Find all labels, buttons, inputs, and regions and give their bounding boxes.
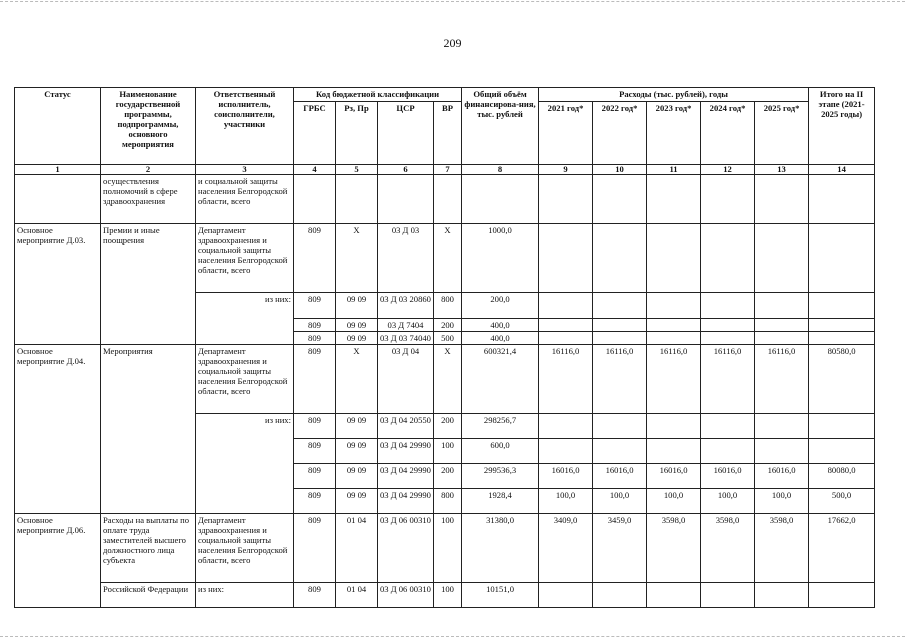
vr-cell: 100: [434, 439, 462, 464]
year-2021-cell: 100,0: [539, 489, 593, 514]
table-row: [15, 224, 875, 293]
csr-cell: 03 Д 04 29990: [378, 489, 434, 514]
grbs-cell: 809: [294, 332, 336, 345]
column-number: 12: [701, 165, 755, 175]
column-number: 13: [755, 165, 809, 175]
year-2025-cell: 3598,0: [755, 514, 809, 583]
vr-cell: 100: [434, 583, 462, 608]
vr-cell: 200: [434, 414, 462, 439]
year-2024-cell: 3598,0: [701, 514, 755, 583]
year-2023-cell: [647, 439, 701, 464]
column-number: 2: [101, 165, 196, 175]
responsible-cell: Департамент здравоохранения и социальной защиты населения Белгородской области, всего: [196, 224, 294, 293]
stage-total-cell: [809, 332, 875, 345]
table-row: [15, 583, 875, 608]
year-2022-cell: [593, 439, 647, 464]
year-2025-cell: 16016,0: [755, 464, 809, 489]
year-2022-cell: 16116,0: [593, 345, 647, 414]
vr-cell: Х: [434, 224, 462, 293]
year-2023-cell: 100,0: [647, 489, 701, 514]
year-2023-cell: [647, 224, 701, 293]
year-2022-cell: [593, 293, 647, 319]
year-2023-cell: [647, 175, 701, 224]
total-cell: [462, 175, 539, 224]
stage-total-cell: [809, 175, 875, 224]
responsible-cell: из них:: [196, 414, 294, 514]
vr-cell: 200: [434, 464, 462, 489]
total-cell: 298256,7: [462, 414, 539, 439]
vr-cell: 200: [434, 319, 462, 332]
year-2021-cell: 16016,0: [539, 464, 593, 489]
rzpr-cell: 09 09: [336, 293, 378, 319]
header-csr: ЦСР: [378, 102, 434, 165]
stage-total-cell: [809, 414, 875, 439]
year-2022-cell: 3459,0: [593, 514, 647, 583]
header-2023: 2023 год*: [647, 102, 701, 165]
header-name: Наименование государственной программы, подпрограммы, основного мероприятия: [101, 88, 196, 165]
total-cell: 600,0: [462, 439, 539, 464]
header-2024: 2024 год*: [701, 102, 755, 165]
year-2024-cell: [701, 439, 755, 464]
year-2025-cell: [755, 293, 809, 319]
rzpr-cell: 09 09: [336, 464, 378, 489]
csr-cell: 03 Д 04 20550: [378, 414, 434, 439]
year-2024-cell: 16016,0: [701, 464, 755, 489]
column-number: 5: [336, 165, 378, 175]
year-2025-cell: [755, 332, 809, 345]
vr-cell: 800: [434, 489, 462, 514]
rzpr-cell: 01 04: [336, 583, 378, 608]
vr-cell: 500: [434, 332, 462, 345]
total-cell: 10151,0: [462, 583, 539, 608]
year-2025-cell: 100,0: [755, 489, 809, 514]
status-cell: Основное мероприятие Д.03.: [15, 224, 101, 345]
header-2021: 2021 год*: [539, 102, 593, 165]
total-cell: 400,0: [462, 319, 539, 332]
status-cell: Основное мероприятие Д.04.: [15, 345, 101, 514]
year-2023-cell: [647, 293, 701, 319]
rzpr-cell: 09 09: [336, 489, 378, 514]
csr-cell: 03 Д 06 00310: [378, 583, 434, 608]
column-number: 3: [196, 165, 294, 175]
year-2023-cell: [647, 583, 701, 608]
column-number: 9: [539, 165, 593, 175]
stage-total-cell: 17662,0: [809, 514, 875, 583]
year-2022-cell: [593, 224, 647, 293]
grbs-cell: 809: [294, 514, 336, 583]
total-cell: 200,0: [462, 293, 539, 319]
name-cell: Российской Федерации: [101, 583, 196, 608]
year-2023-cell: 16116,0: [647, 345, 701, 414]
grbs-cell: 809: [294, 439, 336, 464]
year-2022-cell: [593, 583, 647, 608]
header-total-stage: Итого на II этапе (2021-2025 годы): [809, 88, 875, 165]
grbs-cell: 809: [294, 345, 336, 414]
header-budget-code: Код бюджетной классификации: [294, 88, 462, 102]
year-2025-cell: [755, 414, 809, 439]
header-2022: 2022 год*: [593, 102, 647, 165]
stage-total-cell: 80080,0: [809, 464, 875, 489]
stage-total-cell: [809, 319, 875, 332]
header-2025: 2025 год*: [755, 102, 809, 165]
year-2024-cell: [701, 319, 755, 332]
page-number: 209: [443, 36, 462, 50]
column-number: 8: [462, 165, 539, 175]
grbs-cell: [294, 175, 336, 224]
column-number: 1: [15, 165, 101, 175]
responsible-cell: Департамент здравоохранения и социальной защиты населения Белгородской области, всего: [196, 345, 294, 414]
rzpr-cell: 09 09: [336, 414, 378, 439]
year-2024-cell: [701, 583, 755, 608]
top-scan-edge: [0, 1, 905, 2]
vr-cell: [434, 175, 462, 224]
column-number: 14: [809, 165, 875, 175]
header-expenses: Расходы (тыс. рублей), годы: [539, 88, 809, 102]
grbs-cell: 809: [294, 414, 336, 439]
total-cell: 299536,3: [462, 464, 539, 489]
header-total-volume: Общий объём финансирова-ния, тыс. рублей: [462, 88, 539, 165]
year-2024-cell: [701, 293, 755, 319]
grbs-cell: 809: [294, 293, 336, 319]
year-2021-cell: [539, 414, 593, 439]
table-header-row: [15, 88, 875, 102]
column-number: 11: [647, 165, 701, 175]
stage-total-cell: [809, 439, 875, 464]
year-2022-cell: [593, 175, 647, 224]
header-grbs: ГРБС: [294, 102, 336, 165]
year-2024-cell: [701, 414, 755, 439]
rzpr-cell: 09 09: [336, 319, 378, 332]
csr-cell: 03 Д 04: [378, 345, 434, 414]
table-row: [15, 175, 875, 224]
year-2023-cell: 16016,0: [647, 464, 701, 489]
year-2022-cell: 16016,0: [593, 464, 647, 489]
table-row: [15, 345, 875, 414]
responsible-cell: из них:: [196, 583, 294, 608]
column-number: 7: [434, 165, 462, 175]
column-number-row: [15, 165, 875, 175]
year-2022-cell: [593, 414, 647, 439]
grbs-cell: 809: [294, 583, 336, 608]
year-2022-cell: [593, 319, 647, 332]
rzpr-cell: 09 09: [336, 332, 378, 345]
year-2021-cell: [539, 224, 593, 293]
year-2025-cell: [755, 175, 809, 224]
grbs-cell: 809: [294, 489, 336, 514]
year-2024-cell: 16116,0: [701, 345, 755, 414]
stage-total-cell: [809, 583, 875, 608]
column-number: 6: [378, 165, 434, 175]
budget-table: [14, 87, 875, 608]
rzpr-cell: Х: [336, 224, 378, 293]
table-row: [15, 514, 875, 583]
year-2021-cell: [539, 332, 593, 345]
header-responsible: Ответственный исполнитель, соисполнители, участники: [196, 88, 294, 165]
year-2021-cell: 3409,0: [539, 514, 593, 583]
vr-cell: 800: [434, 293, 462, 319]
total-cell: 600321,4: [462, 345, 539, 414]
csr-cell: 03 Д 06 00310: [378, 514, 434, 583]
year-2025-cell: [755, 319, 809, 332]
name-cell: Премии и иные поощрения: [101, 224, 196, 345]
total-cell: 400,0: [462, 332, 539, 345]
stage-total-cell: [809, 293, 875, 319]
year-2024-cell: [701, 224, 755, 293]
header-vr: ВР: [434, 102, 462, 165]
name-cell: Расходы на выплаты по оплате труда заместителей высшего должностного лица субъекта: [101, 514, 196, 583]
header-rzpr: Рз, Пр: [336, 102, 378, 165]
year-2024-cell: 100,0: [701, 489, 755, 514]
status-cell: [15, 175, 101, 224]
vr-cell: Х: [434, 345, 462, 414]
csr-cell: 03 Д 03 74040: [378, 332, 434, 345]
stage-total-cell: [809, 224, 875, 293]
rzpr-cell: [336, 175, 378, 224]
vr-cell: 100: [434, 514, 462, 583]
stage-total-cell: 80580,0: [809, 345, 875, 414]
rzpr-cell: 01 04: [336, 514, 378, 583]
responsible-cell: из них:: [196, 293, 294, 345]
name-cell: осуществления полномочий в сфере здравоохранения: [101, 175, 196, 224]
grbs-cell: 809: [294, 464, 336, 489]
year-2021-cell: [539, 319, 593, 332]
year-2021-cell: [539, 439, 593, 464]
rzpr-cell: Х: [336, 345, 378, 414]
year-2022-cell: [593, 332, 647, 345]
year-2023-cell: [647, 332, 701, 345]
year-2024-cell: [701, 332, 755, 345]
total-cell: 1000,0: [462, 224, 539, 293]
stage-total-cell: 500,0: [809, 489, 875, 514]
year-2024-cell: [701, 175, 755, 224]
year-2021-cell: 16116,0: [539, 345, 593, 414]
bottom-scan-edge: [0, 636, 905, 637]
responsible-cell: и социальной защиты населения Белгородской области, всего: [196, 175, 294, 224]
column-number: 4: [294, 165, 336, 175]
year-2023-cell: [647, 319, 701, 332]
year-2025-cell: 16116,0: [755, 345, 809, 414]
csr-cell: 03 Д 03 20860: [378, 293, 434, 319]
csr-cell: 03 Д 04 29990: [378, 439, 434, 464]
csr-cell: 03 Д 04 29990: [378, 464, 434, 489]
total-cell: 1928,4: [462, 489, 539, 514]
year-2025-cell: [755, 224, 809, 293]
year-2021-cell: [539, 175, 593, 224]
grbs-cell: 809: [294, 224, 336, 293]
year-2021-cell: [539, 293, 593, 319]
csr-cell: 03 Д 7404: [378, 319, 434, 332]
csr-cell: [378, 175, 434, 224]
year-2025-cell: [755, 439, 809, 464]
year-2023-cell: [647, 414, 701, 439]
year-2022-cell: 100,0: [593, 489, 647, 514]
csr-cell: 03 Д 03: [378, 224, 434, 293]
grbs-cell: 809: [294, 319, 336, 332]
responsible-cell: Департамент здравоохранения и социальной защиты населения Белгородской области, всего: [196, 514, 294, 583]
rzpr-cell: 09 09: [336, 439, 378, 464]
header-status: Статус: [15, 88, 101, 165]
year-2021-cell: [539, 583, 593, 608]
total-cell: 31380,0: [462, 514, 539, 583]
year-2023-cell: 3598,0: [647, 514, 701, 583]
year-2025-cell: [755, 583, 809, 608]
name-cell: Мероприятия: [101, 345, 196, 514]
status-cell: Основное мероприятие Д.06.: [15, 514, 101, 608]
column-number: 10: [593, 165, 647, 175]
